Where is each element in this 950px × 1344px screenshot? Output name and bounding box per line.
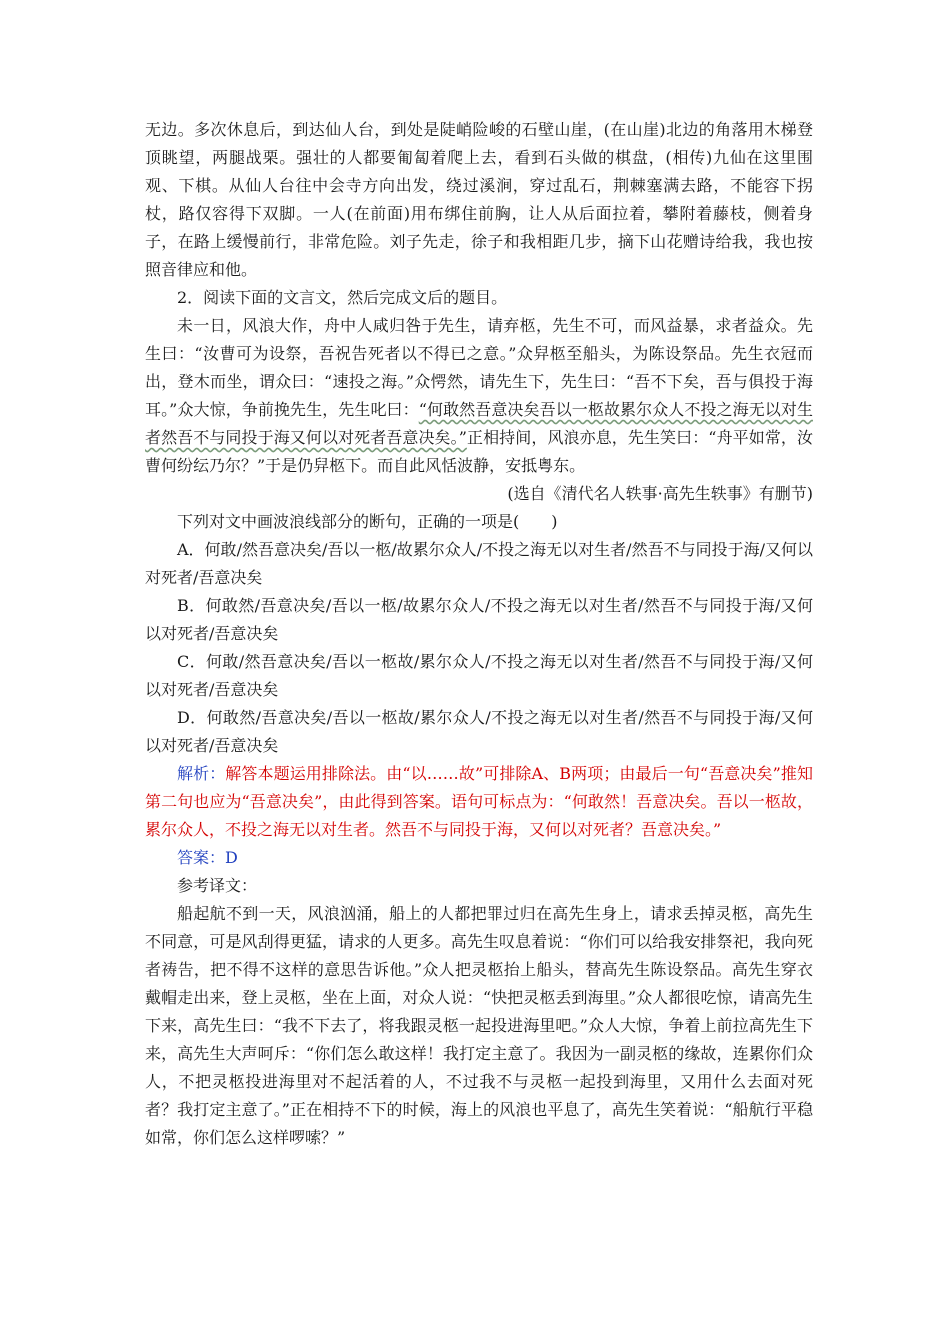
translation-paragraph: 船起航不到一天，风浪汹涌，船上的人都把罪过归在高先生身上，请求丢掉灵柩，高先生不同意，可是风刮得更猛，请求的人更多。高先生叹息着说：“你们可以给我安排祭祀，我向死者祷告，把不得不这样的意思告诉他。”众人把灵柩抬上船头，替高先生陈设祭品。高先生穿衣戴帽走出来，登上灵柩，坐在上面，对众人说：“快把灵柩丢到海里。”众人都很吃惊，请高先生下来，高先生曰：“我不下去了，将我跟灵柩一起投进海里吧。”众人大惊，争着上前拉高先生下来，高先生大声呵斥：“你们怎么敢这样！我打定主意了。我因为一副灵柩的缘故，连累你们众人，不把灵柩投进海里对不起活着的人，不过我不与灵柩一起投到海里，又用什么去面对死者？我打定主意了。”正在相持不下的时候，海上的风浪也平息了，高先生笑着说：“船航行平稳如常，你们怎么这样啰嗦？” xyxy=(145,904,813,1147)
option-d: D．何敢然/吾意决矣/吾以一柩故/累尔众人/不投之海无以对生者/然吾不与同投于海/又何以对死者/吾意决矣 xyxy=(145,708,813,755)
passage-after: 正相持间，风浪亦息，先生笑曰：“舟平如常，汝曹何纷纭乃尔？”于是仍舁柩下。而自此风恬波静，安抵粤东。 xyxy=(145,428,814,475)
classical-passage xyxy=(145,312,813,480)
passage-before: 未一日，风浪大作，舟中人咸归咎于先生，请弃柩，先生不可，而风益暴，求者益众。先生曰：“汝曹可为设祭，吾祝告死者以不得已之意。”众舁柩至船头，为陈设祭品。先生衣冠而出，登木而坐，谓众曰：“速投之海。”众愕然，请先生下，先生曰：“吾不下矣，吾与俱投于海耳。”众大惊，争前挽先生，先生叱曰： xyxy=(145,316,813,419)
document-page xyxy=(145,116,813,1152)
option-a: A．何敢/然吾意决矣/吾以一柩/故累尔众人/不投之海无以对生者/然吾不与同投于海/又何以对死者/吾意决矣 xyxy=(145,540,813,587)
passage-source: (选自《清代名人轶事·高先生轶事》有删节) xyxy=(507,484,813,503)
translation-heading: 参考译文： xyxy=(177,876,258,895)
question-2-intro: 2．阅读下面的文言文，然后完成文后的题目。 xyxy=(177,288,508,307)
passage-wavy-underlined: “何敢然吾意决矣吾以一柩故累尔众人不投之海无以对生者然吾不与同投于海又何以对死者吾意决矣。” xyxy=(145,400,813,447)
option-c: C．何敢/然吾意决矣/吾以一柩故/累尔众人/不投之海无以对生者/然吾不与同投于海/又何以对死者/吾意决矣 xyxy=(145,652,813,699)
answer-line xyxy=(145,844,813,872)
analysis-text: 解答本题运用排除法。由“以……故”可排除A、B两项；由最后一句“吾意决矣”推知第二句也应为“吾意决矣”，由此得到答案。语句可标点为：“何敢然！吾意决矣。吾以一柩故，累尔众人，不投之海无以对生者。然吾不与同投于海，又何以对死者？吾意决矣。” xyxy=(145,764,813,839)
analysis-label: 解析： xyxy=(177,764,226,783)
option-b: B．何敢然/吾意决矣/吾以一柩/故累尔众人/不投之海无以对生者/然吾不与同投于海/又何以对死者/吾意决矣 xyxy=(145,596,813,643)
answer-label: 答案： xyxy=(177,848,226,867)
translation-paragraph-continued: 无边。多次休息后，到达仙人台，到处是陡峭险峻的石壁山崖，(在山崖)北边的角落用木梯登顶眺望，两腿战栗。强壮的人都要匍匐着爬上去，看到石头做的棋盘，(相传)九仙在这里围观、下棋。从仙人台往中会寺方向出发，绕过溪涧，穿过乱石，荆棘塞满去路，不能容下拐杖，路仅容得下双脚。一人(在前面)用布绑住前胸，让人从后面拉着，攀附着藤枝，侧着身子，在路上缓慢前行，非常危险。刘子先走，徐子和我相距几步，摘下山花赠诗给我，我也按照音律应和他。 xyxy=(145,120,813,279)
question-stem: 下列对文中画波浪线部分的断句，正确的一项是( ) xyxy=(177,512,558,531)
answer-value: D xyxy=(225,848,238,867)
analysis-paragraph xyxy=(145,760,813,844)
